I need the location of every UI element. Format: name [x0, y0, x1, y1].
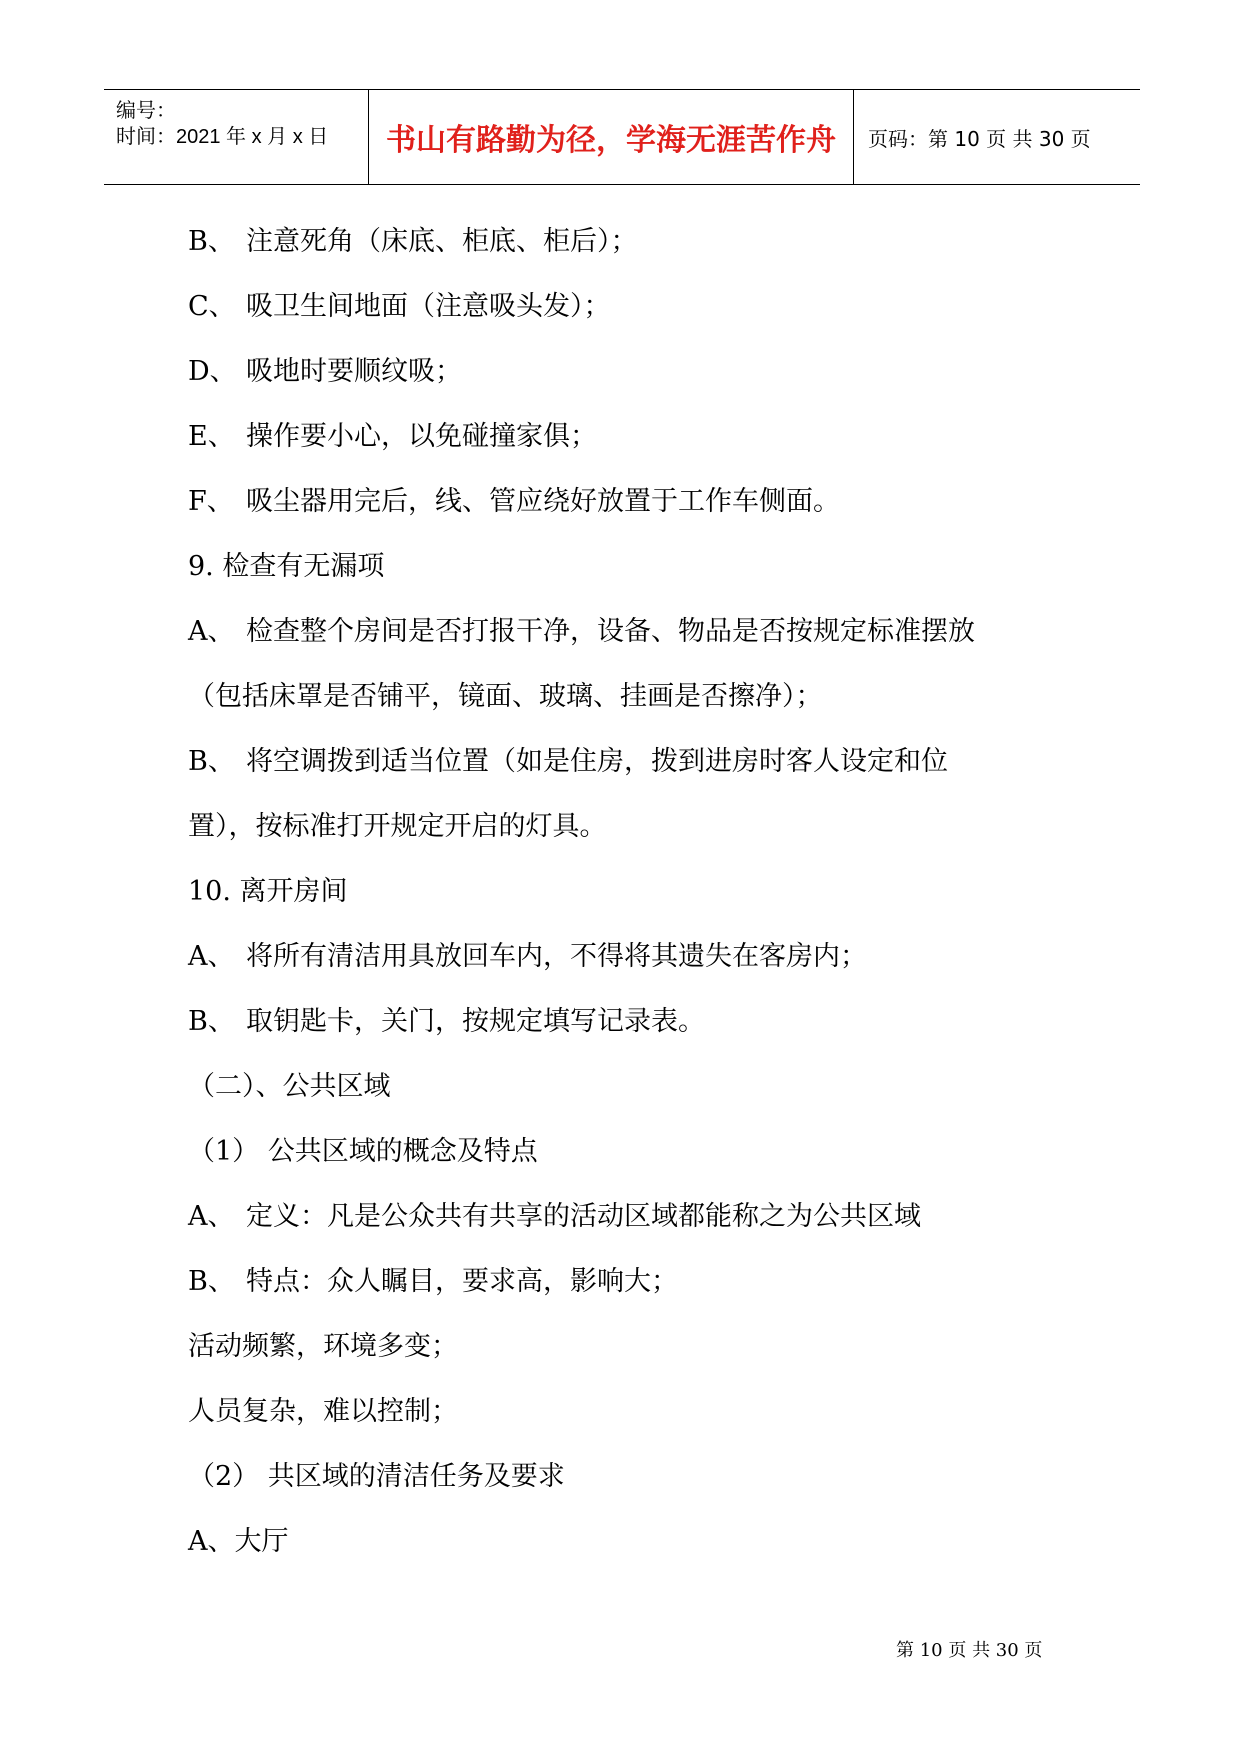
header-page-info: 页码：第 10 页 共 30 页 — [868, 126, 1091, 151]
header-meta-cell — [104, 90, 369, 184]
text-line — [188, 420, 597, 454]
text-line — [188, 615, 975, 649]
item-label: B、 — [188, 1006, 235, 1037]
item-label: E、 — [188, 421, 235, 452]
item-label: A、 — [188, 1201, 235, 1232]
item-text: 检查整个房间是否打报干净，设备、物品是否按规定标准摆放 — [246, 616, 975, 647]
item-text: 特点：众人瞩目，要求高，影响大； — [246, 1266, 678, 1297]
item-text: 取钥匙卡，关门，按规定填写记录表。 — [246, 1006, 705, 1037]
subsection-heading: （2） 共区域的清洁任务及要求 — [188, 1461, 565, 1492]
footer-page-number: 第 10 页 共 30 页 — [896, 1640, 1043, 1661]
item-label: D、 — [188, 356, 237, 387]
text-line-plain: 人员复杂，难以控制； — [188, 1396, 458, 1427]
item-text: 操作要小心，以免碰撞家俱； — [246, 421, 597, 452]
text-line — [188, 940, 867, 974]
item-text: 吸尘器用完后，线、管应绕好放置于工作车侧面。 — [246, 486, 840, 517]
item-label: B、 — [188, 1266, 235, 1297]
text-line — [188, 355, 462, 389]
document-date-label: 时间：2021 年 x 月 x 日 — [116, 126, 329, 148]
section-heading: 10. 离开房间 — [188, 876, 348, 907]
text-line — [188, 290, 611, 324]
text-line-continuation: （包括床罩是否铺平，镜面、玻璃、挂画是否擦净）； — [188, 681, 823, 712]
text-line — [188, 1200, 921, 1234]
header-motto: 书山有路勤为径，学海无涯苦作舟 — [369, 90, 854, 184]
item-text: 将所有清洁用具放回车内，不得将其遗失在客房内； — [246, 941, 867, 972]
item-label: B、 — [188, 226, 235, 257]
text-line-plain: 活动频繁，环境多变； — [188, 1331, 458, 1362]
item-text: 吸卫生间地面（注意吸头发）； — [246, 291, 611, 322]
item-label: F、 — [188, 486, 234, 517]
item-label: A、 — [188, 941, 235, 972]
item-label: C、 — [188, 291, 236, 322]
item-label: B、 — [188, 746, 235, 777]
text-line — [188, 485, 840, 519]
section-heading: （二）、公共区域 — [188, 1071, 391, 1102]
item-label: A、 — [188, 616, 235, 647]
text-line — [188, 225, 638, 259]
text-line — [188, 745, 948, 779]
item-text: 将空调拨到适当位置（如是住房，拨到进房时客人设定和位 — [246, 746, 948, 777]
text-line-plain: A、大厅 — [188, 1526, 289, 1557]
document-number-label: 编号： — [116, 100, 176, 122]
text-line — [188, 1005, 705, 1039]
section-heading: 9. 检查有无漏项 — [188, 551, 385, 582]
text-line-continuation: 置），按标准打开规定开启的灯具。 — [188, 811, 607, 842]
text-line — [188, 1265, 678, 1299]
header-table — [104, 89, 1140, 185]
item-text: 定义：凡是公众共有共享的活动区域都能称之为公共区域 — [246, 1201, 921, 1232]
subsection-heading: （1） 公共区域的概念及特点 — [188, 1136, 538, 1167]
item-text: 吸地时要顺纹吸； — [246, 356, 462, 387]
item-text: 注意死角（床底、柜底、柜后）； — [246, 226, 638, 257]
